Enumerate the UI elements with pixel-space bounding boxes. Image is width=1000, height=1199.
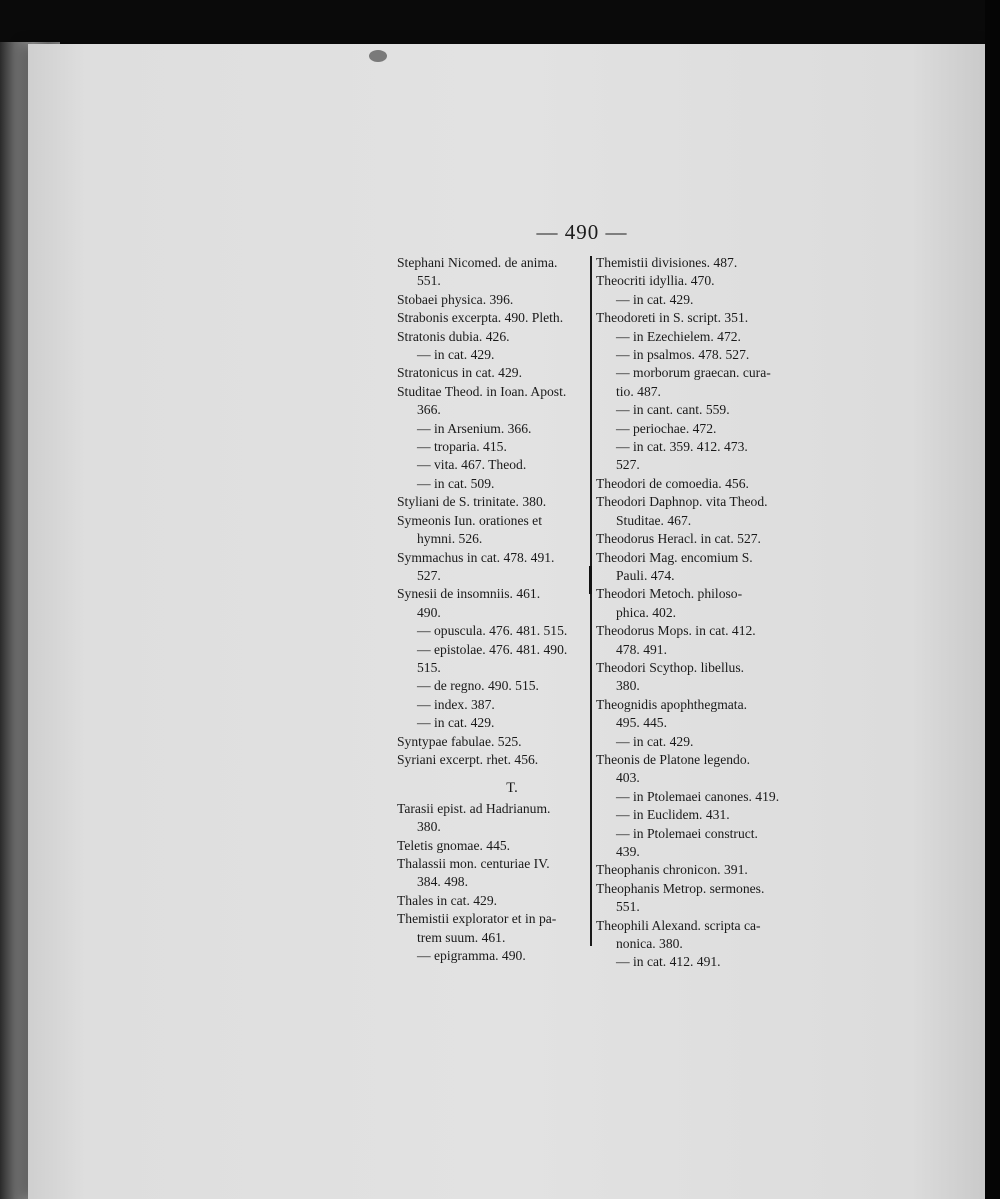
- index-entry: Symeonis Iun. orationes et: [397, 512, 542, 528]
- index-column-right: [596, 254, 786, 972]
- index-entry: — in cat. 509.: [417, 475, 495, 491]
- index-entry: — epigramma. 490.: [417, 948, 526, 964]
- index-entry: Synesii de insomniis. 461.: [397, 586, 541, 602]
- index-entry: — in Euclidem. 431.: [616, 807, 730, 823]
- index-entry: Theognidis apophthegmata.: [596, 696, 748, 712]
- index-entry: — index. 387.: [417, 696, 495, 712]
- index-entry: Stobaei physica. 396.: [397, 291, 514, 307]
- index-entry: Tarasii epist. ad Hadrianum.: [397, 800, 551, 816]
- index-entry: Theocriti idyllia. 470.: [596, 273, 715, 289]
- index-entry: hymni. 526.: [417, 531, 483, 547]
- index-entry: Thales in cat. 429.: [397, 892, 498, 908]
- index-entry: Stratonis dubia. 426.: [397, 328, 510, 344]
- index-entry: — in cat. 429.: [616, 733, 694, 749]
- index-entry: — in cat. 359. 412. 473.: [616, 439, 748, 455]
- index-entry: 380.: [616, 678, 640, 694]
- index-entry: — in Ezechielem. 472.: [616, 328, 741, 344]
- index-entry: Theophanis chronicon. 391.: [596, 862, 748, 878]
- index-entry: Themistii explorator et in pa-: [397, 911, 557, 927]
- scan-border: [985, 0, 1000, 1199]
- index-entry: Theodorus Heracl. in cat. 527.: [596, 531, 761, 547]
- index-entry: Theodori de comoedia. 456.: [596, 475, 749, 491]
- index-entry: Thalassii mon. centuriae IV.: [397, 856, 550, 871]
- index-entry: 403.: [616, 770, 640, 786]
- index-entry: — in Arsenium. 366.: [417, 420, 532, 436]
- index-entry: — vita. 467. Theod.: [417, 457, 527, 473]
- index-entry: Stratonicus in cat. 429.: [397, 365, 522, 381]
- index-entry: Strabonis excerpta. 490. Pleth.: [397, 310, 564, 326]
- index-entry: — in cat. 412. 491.: [616, 954, 721, 970]
- index-entry: Themistii divisiones. 487.: [596, 255, 738, 270]
- index-entry: 384. 498.: [417, 874, 468, 890]
- index-entry: Theodorus Mops. in cat. 412.: [596, 623, 756, 639]
- index-entry: Theophili Alexand. scripta ca-: [596, 917, 761, 933]
- index-entry: Theodori Scythop. libellus.: [596, 659, 745, 675]
- index-entry: nonica. 380.: [616, 936, 683, 952]
- index-entry: — in Ptolemaei construct.: [616, 825, 758, 841]
- index-entry: — in cat. 429.: [417, 715, 495, 731]
- index-entry: trem suum. 461.: [417, 929, 506, 945]
- index-entry: — opuscula. 476. 481. 515.: [417, 623, 568, 639]
- index-entry: — morborum graecan. cura-: [616, 365, 771, 381]
- index-entry: 366.: [417, 402, 441, 418]
- index-entry: 551.: [616, 899, 640, 915]
- index-entry: — in Ptolemaei canones. 419.: [616, 788, 780, 804]
- index-entry: — in psalmos. 478. 527.: [616, 347, 750, 363]
- index-entry: 478. 491.: [616, 641, 667, 657]
- index-entry: Stephani Nicomed. de anima.: [397, 255, 558, 270]
- scan-background: [0, 0, 1000, 46]
- index-entry: — in cant. cant. 559.: [616, 402, 730, 418]
- index-entry: — de regno. 490. 515.: [417, 678, 539, 694]
- index-entry: — troparia. 415.: [417, 439, 507, 455]
- page-number: — 490 —: [536, 220, 628, 244]
- index-entry: — in cat. 429.: [616, 291, 694, 307]
- index-entry: 439.: [616, 844, 640, 859]
- section-heading: T.: [506, 780, 518, 797]
- index-entry: 380.: [417, 819, 441, 835]
- column-divider-notch: [589, 566, 592, 594]
- index-entry: Teletis gnomae. 445.: [397, 837, 511, 853]
- index-entry: — periochae. 472.: [616, 420, 717, 436]
- index-entry: Syntypae fabulae. 525.: [397, 733, 522, 749]
- index-entry: 551.: [417, 273, 441, 289]
- index-entry: phica. 402.: [616, 604, 677, 620]
- column-divider-rule: [590, 256, 592, 946]
- index-column-left: [397, 254, 587, 965]
- index-entry: 490.: [417, 604, 441, 620]
- binding-clip-mark: [369, 50, 387, 62]
- index-entry: 495. 445.: [616, 715, 667, 731]
- index-entry: 527.: [417, 567, 441, 583]
- index-entry: 527.: [616, 457, 640, 473]
- index-entry: tio. 487.: [616, 383, 661, 399]
- index-entry: Theodoreti in S. script. 351.: [596, 310, 749, 326]
- index-entry: Studitae Theod. in Ioan. Apost.: [397, 383, 567, 399]
- index-entry: Pauli. 474.: [616, 567, 675, 583]
- index-entry: — epistolae. 476. 481. 490.: [417, 641, 568, 657]
- index-entry: Theodori Metoch. philoso-: [596, 586, 743, 602]
- index-entry: Symmachus in cat. 478. 491.: [397, 549, 555, 565]
- index-entry: Theodori Mag. encomium S.: [596, 549, 753, 565]
- index-entry: Styliani de S. trinitate. 380.: [397, 494, 547, 510]
- index-entry: Theonis de Platone legendo.: [596, 751, 751, 767]
- index-entry: Studitae. 467.: [616, 512, 692, 528]
- index-entry: 515.: [417, 659, 441, 675]
- index-entry: Syriani excerpt. rhet. 456.: [397, 751, 539, 767]
- index-entry: Theophanis Metrop. sermones.: [596, 880, 765, 896]
- index-entry: Theodori Daphnop. vita Theod.: [596, 494, 768, 510]
- index-entry: — in cat. 429.: [417, 347, 495, 363]
